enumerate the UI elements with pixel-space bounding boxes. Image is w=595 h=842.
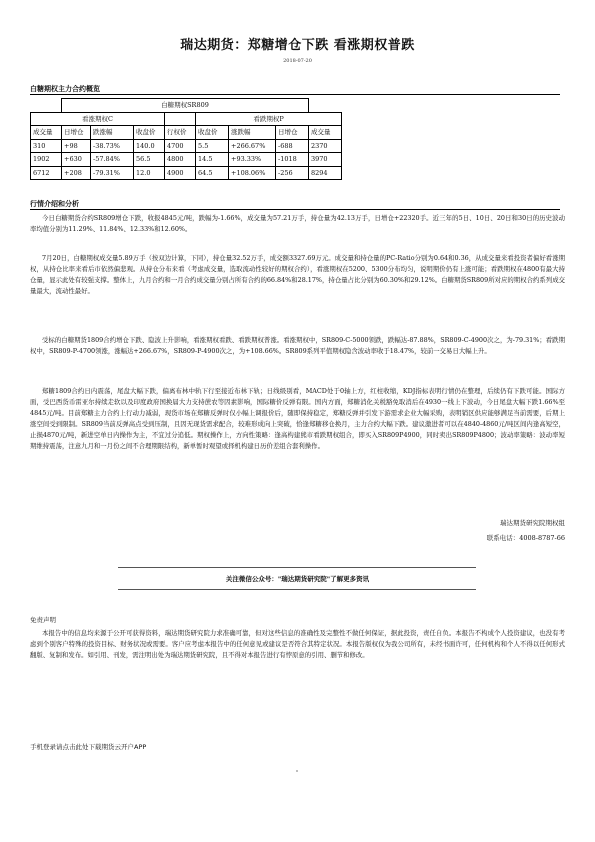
analysis-paragraph: 7月20日，白糖期权成交量5.89万手（按双边计算，下同），持仓量32.52万手，成交额3327.69万元。成交量和持仓量的PC-Ratio分别为0.64和0.36，从成交量来看投资者偏好看涨期权，从持仓比率来看后市依然偏悲观。从持仓分布来看（考虑成交量，选取流动性较好的期权合约），看涨期权在5200、5300分布均匀，说明期价仍有上涨可能；看跌期权在4800有最大持仓量，显示此处有较强支撑。整体上，九月合约和一月合约成交量分别占所有合约的66.84%和28.17%，持仓量占比分别为60.30%和29.12%。白糖期货SR809所对应的期权合约系列成交量最大，流动性最好。 <box>30 254 565 295</box>
divider-line <box>118 567 476 568</box>
table-cell: 5.5 <box>196 139 229 153</box>
table-cell: +208 <box>62 166 91 180</box>
table-title: 白糖期权SR809 <box>62 99 309 113</box>
report-date: 2018-07-20 <box>283 58 312 64</box>
overview-section-title: 白糖期权主力合约概览 <box>30 85 100 93</box>
analysis-paragraph: 今日白糖期货合约SR809增仓下跌，收报4845元/吨，跌幅为-1.66%，成交量为57.21万手，持仓量为42.13万手，日增仓+22320手。近三年的5日、10日、20日和30日的历史波动率均值分别为11.29%、11.84%、12.33%和12.60%。 <box>30 214 565 233</box>
column-header: 日增仓 <box>62 126 91 140</box>
table-cell: 2370 <box>309 139 342 153</box>
table-cell: +266.67% <box>229 139 276 153</box>
column-header: 日增仓 <box>276 126 309 140</box>
table-cell: 4900 <box>165 166 196 180</box>
analysis-paragraph: 郑糖1809合约日内震荡，尾盘大幅下跌，偏离布林中轨下行至接近布林下轨；日线级别看，MACD处于0轴上方，红柱收缩，KDJ指标表明行情仍在整理，后续仍有下跌可能。国际方面，受巴西货币雷亚尔持续走软以及印度政府国换届大力支持蔗农等因素影响，国际糖价反弹有限。国内方面，郑糖消化关税豁免取消后在4930一线上下波动，今日尾盘大幅下跌1.66%至4845元/吨。目前郑糖主力合约上行动力减弱，现货市场在郑糖反弹时仅小幅上调报价后，随即保持稳定，郑糖反弹并引发下游需求企业大幅采购，表明销区供应能够满足当前需要，后期上涨空间受到限制。SR809当前反弹高点受到压制，且因无现货需求配合，较难形成向上突破，恰逢郑糖移仓换月，主力合约大幅下跌。建议激进者可以在4840-4860元/吨区间内逢高短空，止损4870元/吨，新进空单日内操作为主，不宜过分追低。期权操作上，方向性策略：逢高构建熊市看跌期权组合，即买入SR809P4900，同时卖出SR809P4800；波动率策略：波动率短期维持震荡，注意九月和一月份之间不合理期限结构，新单暂时观望或择机构建日历价差组合套利操作。 <box>30 387 565 450</box>
table-cell: 56.5 <box>134 153 165 167</box>
table-cell: +108.06% <box>229 166 276 180</box>
table-header-row <box>31 126 342 140</box>
table-cell: 64.5 <box>196 166 229 180</box>
column-header: 涨跌幅 <box>229 126 276 140</box>
signature-org: 瑞达期货研究院期权组 <box>500 519 565 527</box>
analysis-paragraph: 受标的白糖期货1809合约增仓下跌、隐波上升影响，看涨期权看跌、看跌期权普涨。看涨期权中，SR809-C-5000领跌，跌幅达-87.88%，SR809-C-4900次之，为-79.31%；看跌期权中，SR809-P-4700领涨，涨幅达+266.67%，SR809-P-4900次之，为+108.66%。SR809系列平值期权隐含波动率收于18.47%，较前一交易日大幅上升。 <box>30 336 565 355</box>
column-header: 行权价 <box>165 126 196 140</box>
table-cell: -688 <box>276 139 309 153</box>
call-options-header: 看涨期权C <box>31 112 165 126</box>
analysis-section-title: 行情介绍和分析 <box>30 200 79 208</box>
column-header: 跌涨幅 <box>91 126 134 140</box>
section-divider <box>30 209 560 210</box>
contact-phone: 联系电话：4008-8787-66 <box>486 534 565 542</box>
table-cell: 1902 <box>31 153 62 167</box>
put-options-header: 看跌期权P <box>196 112 342 126</box>
page-marker-dot <box>296 770 298 772</box>
table-cell: 6712 <box>31 166 62 180</box>
table-cell: +630 <box>62 153 91 167</box>
divider-line <box>118 589 476 590</box>
report-title: 瑞达期货：郑糖增仓下跌 看涨期权普跌 <box>180 38 415 53</box>
table-row <box>31 139 342 153</box>
options-overview-table <box>30 98 342 180</box>
table-cell: 3970 <box>309 153 342 167</box>
table-cell: +98 <box>62 139 91 153</box>
table-cell: 310 <box>31 139 62 153</box>
column-header: 收盘价 <box>134 126 165 140</box>
table-cell: -256 <box>276 166 309 180</box>
app-download-link[interactable]: 手机登录请点击此处下载期货云开户APP <box>30 743 147 751</box>
column-header: 成交量 <box>31 126 62 140</box>
table-row <box>31 166 342 180</box>
table-cell: 140.0 <box>134 139 165 153</box>
disclaimer-title: 免责声明 <box>30 616 56 624</box>
table-cell: 4800 <box>165 153 196 167</box>
table-cell: -79.31% <box>91 166 134 180</box>
table-row <box>31 153 342 167</box>
table-cell: 4700 <box>165 139 196 153</box>
table-cell: +93.33% <box>229 153 276 167</box>
disclaimer-text: 本报告中的信息均来源于公开可获得资料，瑞达期货研究院力求准确可靠，但对这些信息的准确性及完整性不做任何保证，据此投资，责任自负。本报告不构成个人投资建议，也没有考虑到个别客户特殊的投资目标、财务状况或需要。客户应考虑本报告中的任何意见或建议是否符合其特定状况。本报告版权仅为我公司所有，未经书面许可，任何机构和个人不得以任何形式翻版、复制和发布。如引用、刊发，需注明出处为瑞达期货研究院，且不得对本报告进行有悖原意的引用、删节和修改。 <box>30 629 565 659</box>
table-cell: -57.84% <box>91 153 134 167</box>
column-header: 成交量 <box>309 126 342 140</box>
section-divider <box>30 94 560 95</box>
table-cell: 12.0 <box>134 166 165 180</box>
table-cell: 8294 <box>309 166 342 180</box>
table-cell: -38.73% <box>91 139 134 153</box>
table-cell: 14.5 <box>196 153 229 167</box>
table-cell: -1018 <box>276 153 309 167</box>
column-header: 收盘价 <box>196 126 229 140</box>
wechat-follow-note: 关注微信公众号："瑞达期货研究院"了解更多资讯 <box>225 575 370 583</box>
